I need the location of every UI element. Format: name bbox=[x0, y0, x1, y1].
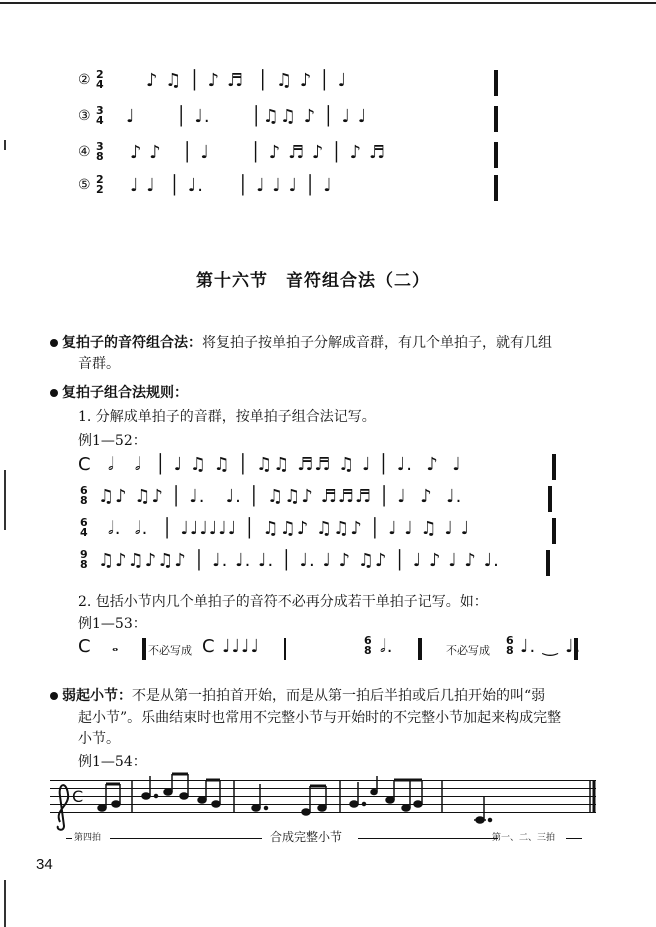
anacrusis-paragraph bbox=[50, 686, 620, 707]
tied-dotted-quarters: ♩. ‿ ♩. bbox=[520, 636, 582, 657]
not-necessary-label: 不必写成 bbox=[148, 644, 192, 657]
time-signature: 9 8 bbox=[80, 548, 88, 571]
final-barline bbox=[142, 638, 146, 660]
rules-heading: 复拍子组合法规则： bbox=[62, 385, 188, 401]
rules-paragraph bbox=[50, 383, 188, 404]
bullet-icon bbox=[50, 692, 58, 700]
exercise-row bbox=[78, 106, 508, 130]
time-signature: 2 2 bbox=[96, 173, 104, 196]
margin-mark bbox=[4, 140, 6, 150]
compound-heading: 复拍子的音符组合法： bbox=[62, 335, 202, 351]
anacrusis-text-cont: 起小节”。乐曲结束时也常用不完整小节与开始时的不完整小节加起来构成完整 bbox=[78, 710, 562, 726]
tied-quarters: ♩♩♩♩ bbox=[222, 636, 260, 657]
bullet-icon bbox=[50, 389, 58, 397]
rhythm-notes: ♪ ♫ │ ♪ ♬ │ ♫ ♪ │ ♩ bbox=[146, 70, 348, 91]
anacrusis-text: 不是从第一拍拍首开始，而是从第一拍后半拍或后几拍开始的叫“弱 bbox=[132, 688, 546, 704]
exercise-row bbox=[78, 70, 508, 94]
final-barline bbox=[548, 486, 552, 512]
compound-text-cont: 音群。 bbox=[78, 356, 120, 372]
final-barline bbox=[494, 106, 498, 132]
final-barline bbox=[574, 638, 578, 660]
complete-measure-label: 合成完整小节 bbox=[270, 830, 343, 844]
exercise-row bbox=[78, 142, 508, 166]
music-staff bbox=[50, 780, 596, 814]
example-label: 例1—52： bbox=[78, 433, 147, 449]
rhythm-notes: ♫♪♫♪♫♪ │ ♩. ♩. ♩. │ ♩. ♩ ♪ ♫♪ │ ♩ ♪ ♩ ♪ ♩. bbox=[98, 550, 500, 571]
rhythm-notes: 𝅗𝅥 𝅗𝅥 │ ♩ ♫ ♫ │ ♫♫ ♬♬ ♫ ♩ │ ♩. ♪ ♩ bbox=[108, 454, 462, 475]
time-signature: 6 8 bbox=[364, 634, 372, 657]
final-barline bbox=[494, 70, 498, 96]
final-barline bbox=[494, 142, 498, 168]
final-barline bbox=[418, 638, 422, 660]
exercise-number: ③ bbox=[78, 108, 91, 124]
top-rule bbox=[0, 2, 656, 4]
treble-clef-icon bbox=[58, 785, 68, 830]
barline bbox=[284, 638, 286, 660]
example-label: 例1—54： bbox=[78, 754, 147, 770]
rhythm-notes: ♫♪ ♫♪ │ ♩. ♩. │ ♫♫♪ ♬♬♬ │ ♩ ♪ ♩. bbox=[98, 486, 463, 507]
beats-123-label: 第一、二、三拍 bbox=[492, 833, 556, 843]
example-label: 例1—53： bbox=[78, 616, 147, 632]
time-signature: 6 8 bbox=[80, 484, 88, 507]
common-time-symbol: C bbox=[202, 636, 215, 657]
bullet-icon bbox=[50, 339, 58, 347]
final-barline bbox=[494, 175, 498, 201]
time-signature: 6 8 bbox=[506, 634, 514, 657]
example-53 bbox=[78, 636, 608, 662]
time-signature: 3 8 bbox=[96, 140, 104, 163]
exercise-row bbox=[78, 175, 508, 199]
section-title: 第十六节 音符组合法（二） bbox=[196, 271, 430, 291]
anacrusis-heading: 弱起小节： bbox=[62, 688, 132, 704]
fourth-beat-label: 第四拍 bbox=[74, 833, 102, 843]
dotted-half: 𝅗𝅥. bbox=[380, 636, 394, 657]
time-signature: 3 4 bbox=[96, 104, 104, 127]
final-barline bbox=[552, 454, 556, 480]
rhythm-row bbox=[78, 518, 568, 544]
not-necessary-label: 不必写成 bbox=[446, 644, 490, 657]
exercise-number: ④ bbox=[78, 144, 91, 160]
staff-notation bbox=[50, 770, 596, 830]
rhythm-row bbox=[78, 550, 568, 576]
margin-mark bbox=[4, 880, 6, 927]
rule-2: 2. 包括小节内几个单拍子的音符不必再分成若干单拍子记写。如： bbox=[78, 594, 488, 610]
page-number: 34 bbox=[36, 856, 53, 873]
time-signature: 2 4 bbox=[96, 68, 104, 91]
time-signature: 6 4 bbox=[80, 516, 88, 539]
final-barline bbox=[546, 550, 550, 576]
rhythm-notes: ♩ │ ♩. │♫♫ ♪ │ ♩ ♩ bbox=[126, 106, 368, 127]
rhythm-notes: ♪ ♪ │ ♩ │ ♪ ♬ ♪ │ ♪ ♬ bbox=[130, 142, 386, 163]
rule-1: 1. 分解成单拍子的音群，按单拍子组合法记写。 bbox=[78, 409, 376, 425]
exercise-number: ⑤ bbox=[78, 177, 91, 193]
common-time-symbol: C bbox=[72, 787, 84, 806]
final-barline bbox=[552, 518, 556, 544]
compound-paragraph bbox=[50, 333, 610, 354]
common-time-symbol: C bbox=[78, 454, 91, 475]
margin-mark bbox=[4, 470, 6, 530]
rhythm-notes: 𝅗𝅥. 𝅗𝅥. │ ♩♩♩♩♩♩ │ ♫♫♪ ♫♫♪ │ ♩ ♩ ♫ ♩ ♩ bbox=[108, 518, 471, 539]
common-time-symbol: C bbox=[78, 636, 91, 657]
rhythm-row bbox=[78, 486, 568, 512]
bracket-labels bbox=[66, 830, 586, 846]
compound-text: 将复拍子按单拍子分解成音群，有几个单拍子，就有几组 bbox=[202, 335, 552, 351]
rhythm-row bbox=[78, 454, 568, 480]
anacrusis-text-cont: 小节。 bbox=[78, 731, 120, 747]
exercise-number: ② bbox=[78, 72, 91, 88]
rhythm-notes: ♩ ♩ │ ♩. │ ♩ ♩ ♩ │ ♩ bbox=[130, 175, 333, 196]
whole-note: 𝅝 bbox=[112, 636, 119, 655]
